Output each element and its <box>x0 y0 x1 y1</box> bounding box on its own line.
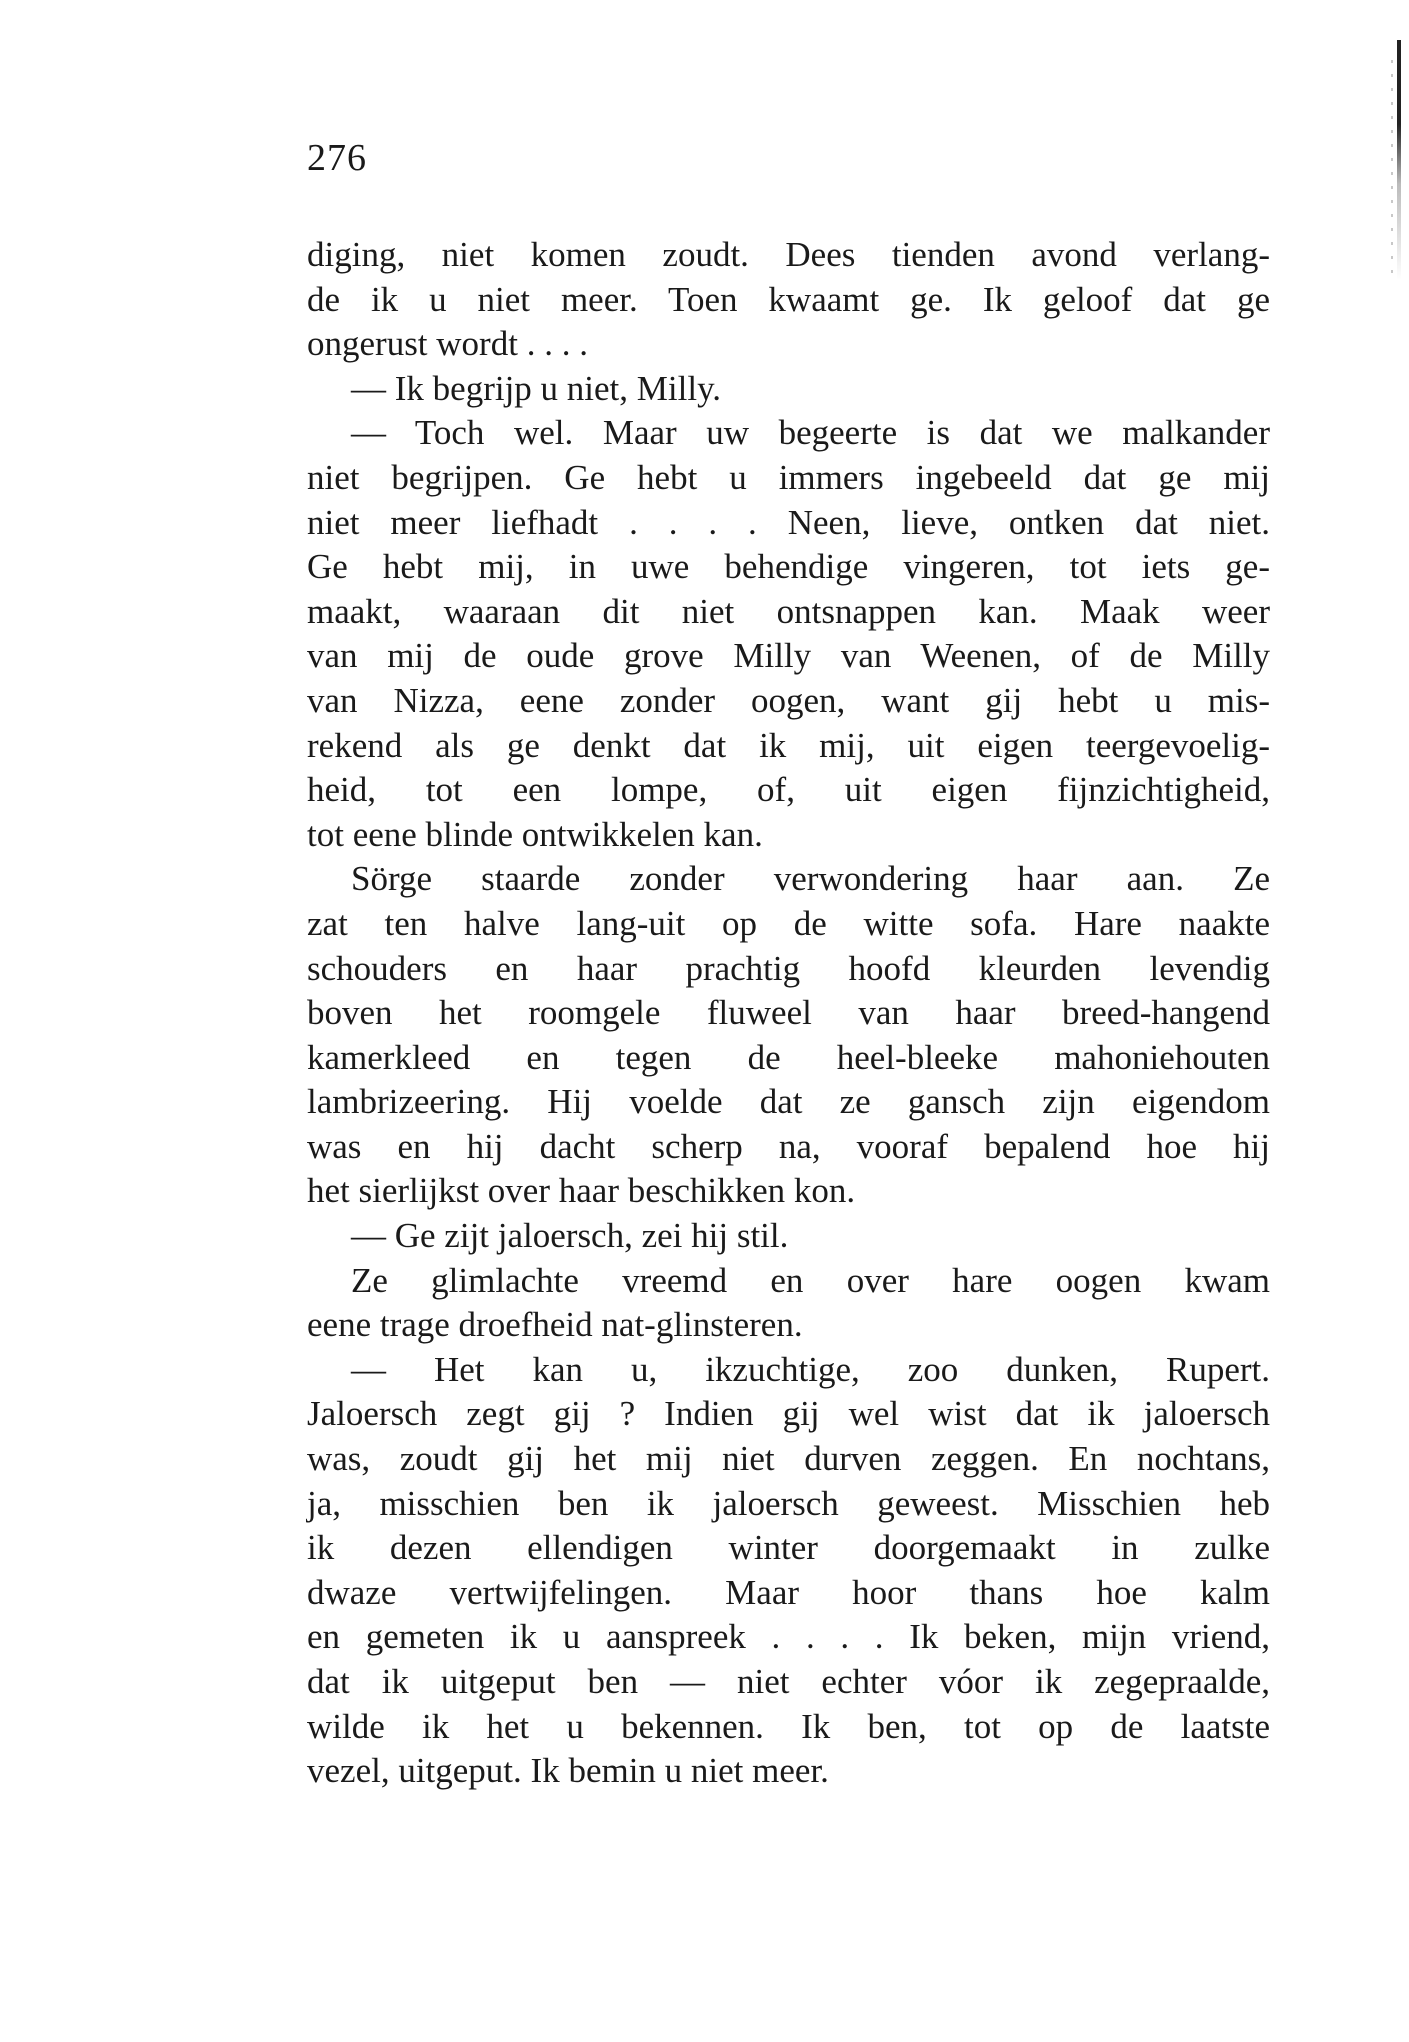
page-number: 276 <box>307 137 367 179</box>
text-line: tot eene blinde ontwikkelen kan. <box>307 814 763 854</box>
text-line: heid, tot een lompe, of, uit eigen fijnzichtigheid, <box>307 770 1270 810</box>
text-line: en gemeten ik u aanspreek . . . . Ik beken, mijn vriend, <box>307 1617 1270 1657</box>
text-line: dat ik uitgeput ben — niet echter vóor ik zegepraalde, <box>307 1662 1270 1701</box>
text-line: ik dezen ellendigen winter doorgemaakt in zulke <box>307 1528 1270 1568</box>
text-line: — Ik begrijp u niet, Milly. <box>351 368 722 408</box>
text-line: de ik u niet meer. Toen kwaamt ge. Ik geloof dat ge <box>307 279 1270 319</box>
text-line: diging, niet komen zoudt. Dees tienden avond verlang- <box>307 235 1270 274</box>
text-line: rekend als ge denkt dat ik mij, uit eigen teergevoelig- <box>307 725 1270 765</box>
text-line: — Toch wel. Maar uw begeerte is dat we malkander <box>351 413 1270 453</box>
text-line: ongerust wordt . . . . <box>307 324 588 364</box>
text-line: van mij de oude grove Milly van Weenen, of de Milly <box>307 636 1270 676</box>
text-line: ja, misschien ben ik jaloersch geweest. Misschien heb <box>307 1483 1270 1523</box>
text-line: — Het kan u, ikzuchtige, zoo dunken, Rupert. <box>351 1349 1270 1389</box>
text-line: boven het roomgele fluweel van haar breed-hangend <box>307 993 1270 1033</box>
text-line: dwaze vertwijfelingen. Maar hoor thans hoe kalm <box>307 1572 1270 1612</box>
text-line: wilde ik het u bekennen. Ik ben, tot op de laatste <box>307 1706 1270 1746</box>
text-line: — Ge zijt jaloersch, zei hij stil. <box>351 1216 789 1256</box>
text-line: schouders en haar prachtig hoofd kleurden levendig <box>307 948 1270 988</box>
text-line: maakt, waaraan dit niet ontsnappen kan. Maak weer <box>307 591 1270 631</box>
text-line: niet meer liefhadt . . . . Neen, lieve, ontken dat niet. <box>307 502 1270 542</box>
body-text <box>307 233 1270 1794</box>
page-edge-ticks <box>1391 60 1393 280</box>
text-line: vezel, uitgeput. Ik bemin u niet meer. <box>307 1751 829 1791</box>
text-line: Ge hebt mij, in uwe behendige vingeren, tot iets ge- <box>307 547 1270 587</box>
text-line: was en hij dacht scherp na, vooraf bepalend hoe hij <box>307 1126 1270 1166</box>
text-line: niet begrijpen. Ge hebt u immers ingebeeld dat ge mij <box>307 457 1270 497</box>
text-line: zat ten halve lang-uit op de witte sofa. Hare naakte <box>307 903 1270 943</box>
text-line: het sierlijkst over haar beschikken kon. <box>307 1171 856 1211</box>
text-line: Sörge staarde zonder verwondering haar aan. Ze <box>351 859 1270 899</box>
text-line: lambrizeering. Hij voelde dat ze gansch zijn eigendom <box>307 1082 1270 1122</box>
text-line: kamerkleed en tegen de heel-bleeke mahoniehouten <box>307 1037 1270 1077</box>
text-line: Ze glimlachte vreemd en over hare oogen kwam <box>351 1260 1270 1300</box>
page-edge-mark <box>1397 40 1401 280</box>
text-line: van Nizza, eene zonder oogen, want gij hebt u mis- <box>307 680 1270 720</box>
text-line: eene trage droefheid nat-glinsteren. <box>307 1305 803 1345</box>
text-line: Jaloersch zegt gij ? Indien gij wel wist dat ik jaloersch <box>307 1394 1270 1434</box>
text-line: was, zoudt gij het mij niet durven zeggen. En nochtans, <box>307 1439 1270 1479</box>
